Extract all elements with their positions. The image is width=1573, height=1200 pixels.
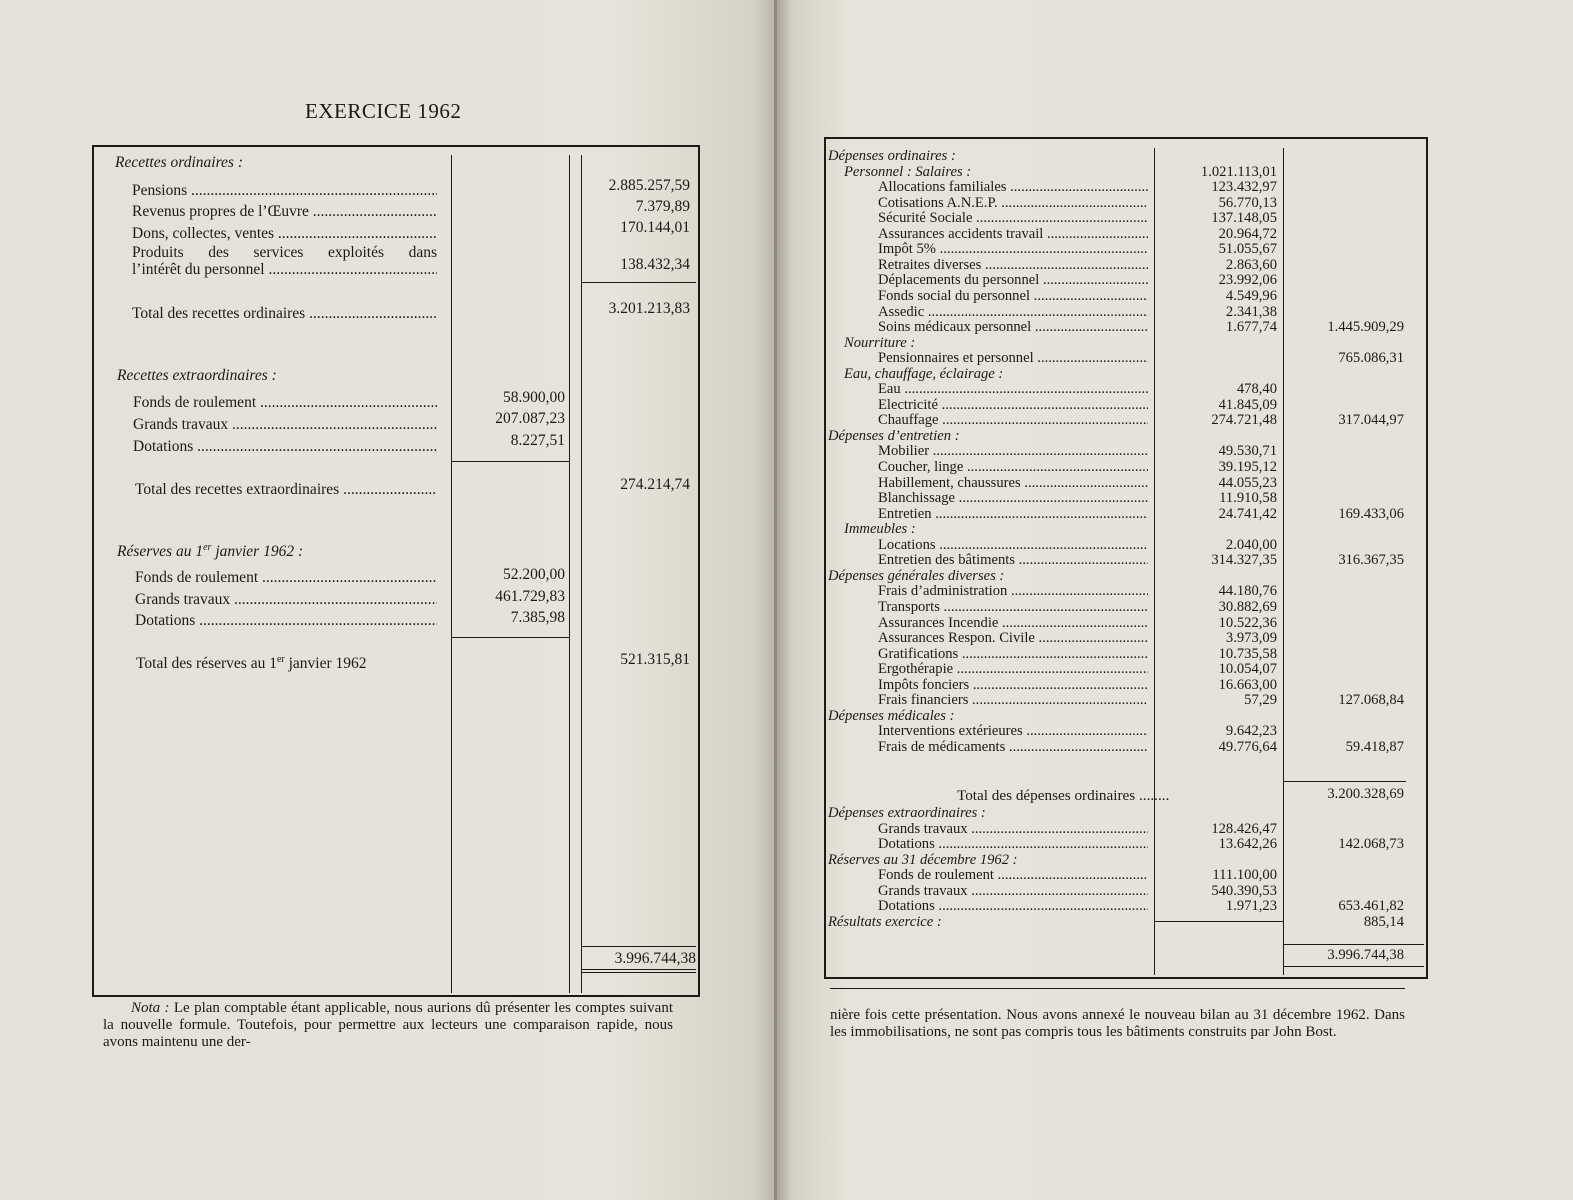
total-amount: 274.214,74 [620, 476, 690, 493]
row-label: Revenus propres de l’Œuvre ..... [132, 203, 437, 221]
column-rule [1283, 148, 1284, 975]
row-amount: 1.971,23 [1225, 898, 1277, 915]
row-label: Grands travaux ..... [878, 884, 1148, 900]
row-amount: 57,29 [1244, 692, 1277, 709]
total-rule [1284, 966, 1424, 967]
row-amount: 52.200,00 [503, 566, 565, 583]
row-label: Assurances Respon. Civile ..... [878, 631, 1148, 647]
right-page [777, 0, 1573, 1200]
section-total: 169.433,06 [1338, 505, 1404, 522]
row-amount: 8.227,51 [510, 432, 565, 449]
grand-total: 3.996.744,38 [614, 950, 696, 967]
section-heading: Personnel : Salaires : [844, 163, 972, 180]
total-amount: 3.200.328,69 [1327, 786, 1404, 802]
section-total: 317.044,97 [1338, 412, 1404, 429]
row-label: Cotisations A.N.E.P. ..... [878, 196, 1148, 212]
row-label: Fonds de roulement ..... [135, 569, 437, 587]
row-label: Produits des services exploités dans [132, 244, 437, 261]
section-total: 59.418,87 [1345, 738, 1404, 755]
row-amount: 3.973,09 [1225, 630, 1277, 647]
total-label: Total des recettes ordinaires ..... [132, 305, 437, 323]
section-heading: Dépenses extraordinaires : [828, 805, 986, 821]
row-label: Eau ..... [878, 382, 1148, 398]
row-amount: 11.910,58 [1219, 490, 1277, 507]
row-amount: 540.390,53 [1211, 882, 1277, 899]
row-label: Locations ..... [878, 538, 1148, 554]
row-label: Interventions extérieures ..... [878, 724, 1148, 740]
row-amount: 314.327,35 [1211, 552, 1277, 569]
footer-rule [830, 988, 1405, 989]
row-label: Assurances accidents travail ..... [878, 227, 1148, 243]
row-amount: 2.040,00 [1225, 536, 1277, 553]
section-heading: Nourriture : [844, 334, 916, 351]
row-label: Dons, collectes, ventes ..... [132, 225, 437, 243]
row-label: Impôts fonciers ..... [878, 678, 1148, 694]
section-total: 653.461,82 [1338, 898, 1404, 915]
row-amount: 478,40 [1236, 381, 1277, 398]
total-rule [1284, 944, 1424, 945]
section-heading: Dépenses d’entretien : [828, 427, 960, 444]
subtotal-rule [1155, 921, 1283, 922]
row-amount: 10.735,58 [1218, 645, 1277, 662]
total-label: Total des réserves au 1er janvier 1962 [136, 654, 367, 673]
row-amount: 51.055,67 [1218, 241, 1277, 258]
row-amount: 4.549,96 [1225, 287, 1277, 304]
row-label: Allocations familiales ..... [878, 180, 1148, 196]
section-heading: Eau, chauffage, éclairage : [844, 365, 1004, 382]
row-label: Transports ..... [878, 600, 1148, 616]
row-amount: 7.379,89 [635, 198, 690, 215]
total-rule [582, 969, 696, 970]
row-amount: 13.642,26 [1218, 836, 1277, 853]
row-amount: 2.341,38 [1225, 303, 1277, 320]
row-amount: 24.741,42 [1218, 505, 1277, 522]
row-label: Assurances Incendie ..... [878, 616, 1148, 632]
row-label: Assedic ..... [878, 305, 1148, 321]
row-label: Ergothérapie ..... [878, 662, 1148, 678]
column-rule [581, 155, 582, 993]
subtotal-rule [582, 282, 696, 283]
left-page [0, 0, 776, 1200]
page-title: EXERCICE 1962 [305, 99, 462, 123]
row-label: Pensionnaires et personnel ..... [878, 351, 1148, 367]
section-total: 127.068,84 [1338, 692, 1404, 709]
row-label: Grands travaux ..... [878, 822, 1148, 838]
total-rule [582, 946, 696, 947]
row-amount: 111.100,00 [1212, 867, 1277, 884]
row-amount: 461.729,83 [495, 588, 565, 605]
row-amount: 1.021.113,01 [1200, 163, 1277, 180]
row-label: Gratifications ..... [878, 647, 1148, 663]
section-heading: Immeubles : [844, 521, 916, 538]
grand-total: 3.996.744,38 [1327, 947, 1404, 963]
row-label: Blanchissage ..... [878, 491, 1148, 507]
row-label: Fonds de roulement ..... [878, 868, 1148, 884]
section-total: 885,14 [1363, 913, 1404, 930]
total-rule [582, 972, 696, 973]
row-label: Electricité ..... [878, 398, 1148, 414]
row-label: Dotations ..... [878, 899, 1148, 915]
row-label: Dotations ..... [878, 837, 1148, 853]
row-amount: 128.426,47 [1211, 820, 1277, 837]
row-amount: 9.642,23 [1225, 723, 1277, 740]
row-amount: 49.530,71 [1218, 443, 1277, 460]
row-label: Impôt 5% ..... [878, 242, 1148, 258]
section-heading: Réserves au 31 décembre 1962 : [828, 851, 1018, 868]
row-label: Frais de médicaments ..... [878, 740, 1148, 756]
row-amount: 10.522,36 [1218, 614, 1277, 631]
section-heading: Résultats exercice : [828, 913, 942, 930]
row-label: l’intérêt du personnel ..... [132, 261, 437, 279]
row-amount: 138.432,34 [620, 256, 690, 273]
total-label: Total des recettes extraordinaires ..... [135, 481, 437, 499]
row-label: Retraites diverses ..... [878, 258, 1148, 274]
section-heading: Dépenses ordinaires : [828, 148, 956, 164]
row-amount: 44.180,76 [1218, 583, 1277, 600]
row-amount: 39.195,12 [1218, 459, 1277, 475]
row-amount: 170.144,01 [620, 219, 690, 236]
row-amount: 20.964,72 [1218, 225, 1277, 242]
row-label: Dotations ..... [135, 612, 437, 630]
row-label: Habillement, chaussures ..... [878, 476, 1148, 492]
row-label: Entretien des bâtiments ..... [878, 553, 1148, 569]
row-amount: 44.055,23 [1218, 474, 1277, 491]
section-heading: Dépenses médicales : [828, 707, 955, 724]
total-amount: 3.201.213,83 [608, 300, 690, 317]
nota-paragraph: Nota : Le plan comptable étant applicable, nous aurions dû présenter les comptes suivant la nouvelle formule. Toutefois, pour permettre aux lecteurs une comparaison rapide, nous avons maintenu une der- [103, 1000, 673, 1050]
row-amount: 16.663,00 [1218, 676, 1277, 693]
row-label: Frais d’administration ..... [878, 584, 1148, 600]
row-label: Fonds social du personnel ..... [878, 289, 1148, 305]
row-amount: 41.845,09 [1218, 396, 1277, 413]
row-amount: 23.992,06 [1218, 272, 1277, 289]
row-amount: 2.885.257,59 [608, 177, 690, 194]
total-amount: 521.315,81 [620, 651, 690, 668]
section-total: 316.367,35 [1338, 552, 1404, 569]
row-amount: 58.900,00 [503, 389, 565, 406]
footnote-paragraph: nière fois cette présentation. Nous avons annexé le nouveau bilan au 31 décembre 1962. Dans les immobilisations, ne sont pas compris tous les bâtiments construits par John Bost. [830, 1007, 1405, 1040]
section-heading: Réserves au 1er janvier 1962 : [117, 542, 304, 561]
column-rule [569, 155, 570, 993]
row-amount: 137.148,05 [1211, 210, 1277, 227]
row-label: Grands travaux ..... [135, 591, 437, 609]
row-label: Dotations ..... [133, 438, 437, 456]
row-label: Coucher, linge ..... [878, 460, 1148, 476]
subtotal-rule [452, 637, 569, 638]
row-label: Déplacements du personnel ..... [878, 273, 1148, 289]
row-amount: 1.677,74 [1225, 319, 1277, 336]
row-amount: 7.385,98 [510, 609, 565, 626]
row-label: Fonds de roulement ..... [133, 394, 437, 412]
column-rule [1154, 148, 1155, 975]
row-label: Pensions ..... [132, 182, 437, 200]
total-label: Total des dépenses ordinaires ........ [957, 787, 1170, 804]
row-label: Sécurité Sociale ..... [878, 211, 1148, 227]
section-heading: Recettes extraordinaires : [117, 367, 277, 384]
row-label: Grands travaux ..... [133, 416, 437, 434]
section-heading: Dépenses générales diverses : [828, 567, 1005, 584]
row-amount: 56.770,13 [1218, 194, 1277, 211]
row-amount: 123.432,97 [1211, 179, 1277, 196]
subtotal-rule [1284, 781, 1406, 782]
row-amount: 2.863,60 [1225, 256, 1277, 273]
row-label: Frais financiers ..... [878, 693, 1148, 709]
column-rule [451, 155, 452, 993]
row-label: Soins médicaux personnel ..... [878, 320, 1148, 336]
row-amount: 207.087,23 [495, 410, 565, 427]
row-label: Chauffage ..... [878, 413, 1148, 429]
row-amount: 10.054,07 [1218, 661, 1277, 678]
row-amount: 274.721,48 [1211, 412, 1277, 429]
subtotal-rule [452, 461, 569, 462]
row-label: Entretien ..... [878, 507, 1148, 523]
section-heading: Recettes ordinaires : [115, 154, 243, 171]
row-amount: 49.776,64 [1218, 738, 1277, 755]
section-total: 1.445.909,29 [1327, 319, 1404, 336]
row-amount: 30.882,69 [1218, 598, 1277, 615]
section-total: 765.086,31 [1338, 350, 1404, 367]
row-label: Mobilier ..... [878, 444, 1148, 460]
section-total: 142.068,73 [1338, 836, 1404, 853]
